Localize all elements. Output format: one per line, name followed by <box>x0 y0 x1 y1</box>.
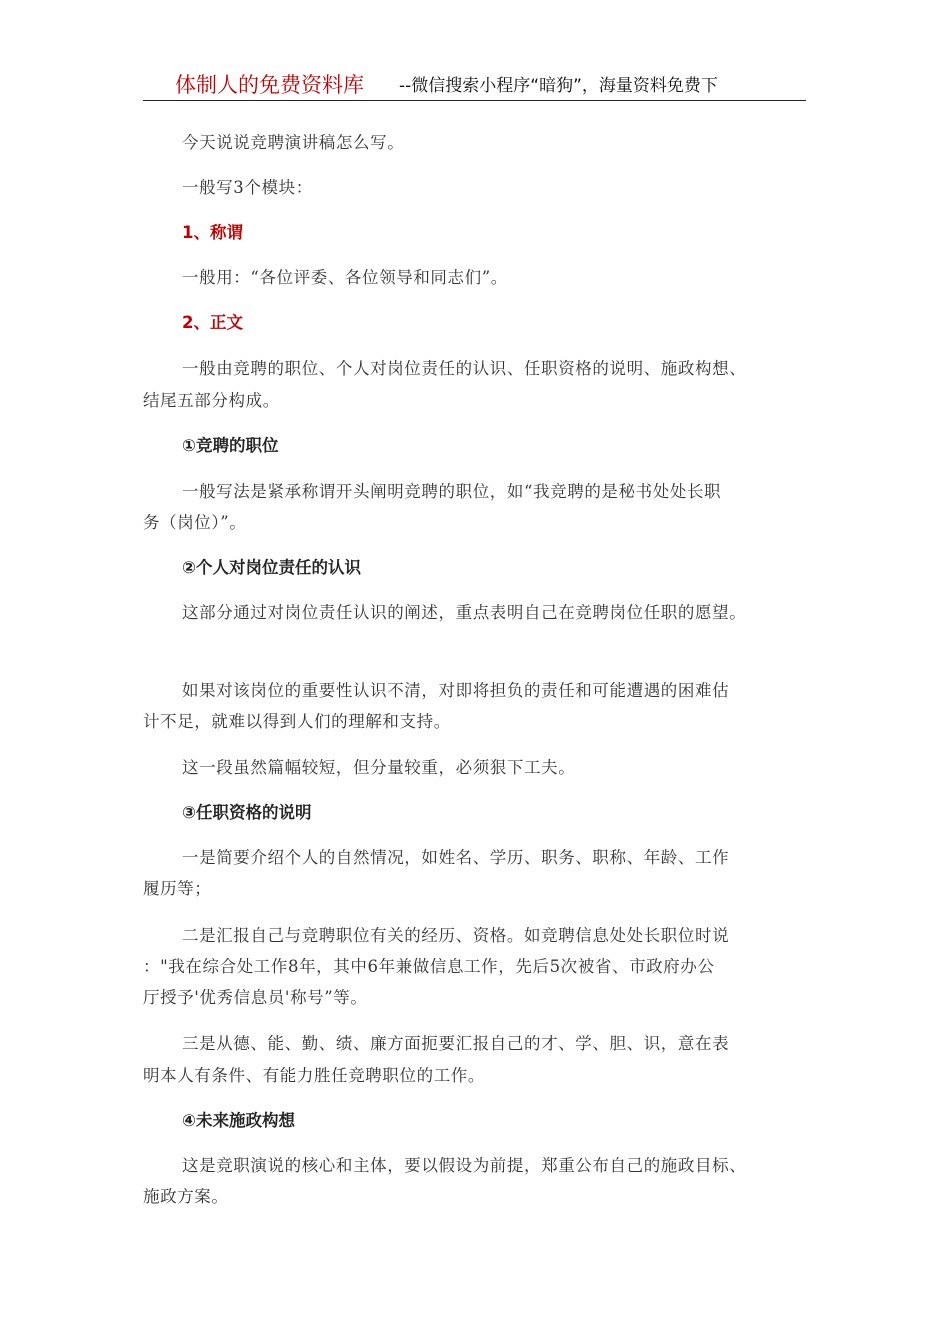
plan-text-line-2: 施政方案。 <box>143 1187 229 1206</box>
responsibility-text: 这部分通过对岗位责任认识的阐述，重点表明自己在竞聘岗位任职的愿望。 <box>182 603 747 622</box>
section-heading-body: 2、正文 <box>182 313 243 332</box>
subheading-qualifications: ③任职资格的说明 <box>182 803 312 822</box>
qualifications-p1-line-2: 履历等； <box>143 879 212 898</box>
subheading-plan: ④未来施政构想 <box>182 1111 295 1130</box>
intro-text: 今天说说竞聘演讲稿怎么写。 <box>182 133 405 152</box>
header-tagline: --微信搜索小程序“暗狗”，海量资料免费下 <box>399 76 718 96</box>
body-text-line-2: 结尾五部分构成。 <box>143 391 280 410</box>
plan-text-line-1: 这是竞职演说的核心和主体，要以假设为前提，郑重公布自己的施政目标、 <box>182 1156 747 1175</box>
qualifications-p1-line-1: 一是简要介绍个人的自然情况，如姓名、学历、职务、职称、年龄、工作 <box>182 848 730 867</box>
position-text-line-2: 务（岗位）”。 <box>143 513 247 532</box>
responsibility-text-2-line-1: 如果对该岗位的重要性认识不清，对即将担负的责任和可能遭遇的困难估 <box>182 681 730 700</box>
qualifications-p3-line-2: 明本人有条件、有能力胜任竞聘职位的工作。 <box>143 1066 485 1085</box>
subheading-responsibility: ②个人对岗位责任的认识 <box>182 558 361 577</box>
salutation-text: 一般用：“各位评委、各位领导和同志们”。 <box>182 268 508 287</box>
brand-title: 体制人的免费资料库 <box>175 73 364 97</box>
qualifications-p3-line-1: 三是从德、能、勤、绩、廉方面扼要汇报自己的才、学、胆、识，意在表 <box>182 1034 730 1053</box>
page-header <box>143 72 806 101</box>
responsibility-text-3: 这一段虽然篇幅较短，但分量较重，必须狠下工夫。 <box>182 758 576 777</box>
qualifications-p2-line-3: 厅授予'优秀信息员'称号”等。 <box>143 988 368 1007</box>
modules-text: 一般写3个模块： <box>182 178 313 197</box>
position-text-line-1: 一般写法是紧承称谓开头阐明竞聘的职位，如“我竞聘的是秘书处处长职 <box>182 482 722 501</box>
qualifications-p2-line-1: 二是汇报自己与竞聘职位有关的经历、资格。如竞聘信息处处长职位时说 <box>182 926 730 945</box>
responsibility-text-2-line-2: 计不足，就难以得到人们的理解和支持。 <box>143 712 451 731</box>
qualifications-p2-line-2: ："我在综合处工作8年，其中6年兼做信息工作，先后5次被省、市政府办公 <box>143 957 715 976</box>
subheading-position: ①竞聘的职位 <box>182 436 279 455</box>
section-heading-salutation: 1、称谓 <box>182 223 243 242</box>
body-text-line-1: 一般由竞聘的职位、个人对岗位责任的认识、任职资格的说明、施政构想、 <box>182 359 747 378</box>
